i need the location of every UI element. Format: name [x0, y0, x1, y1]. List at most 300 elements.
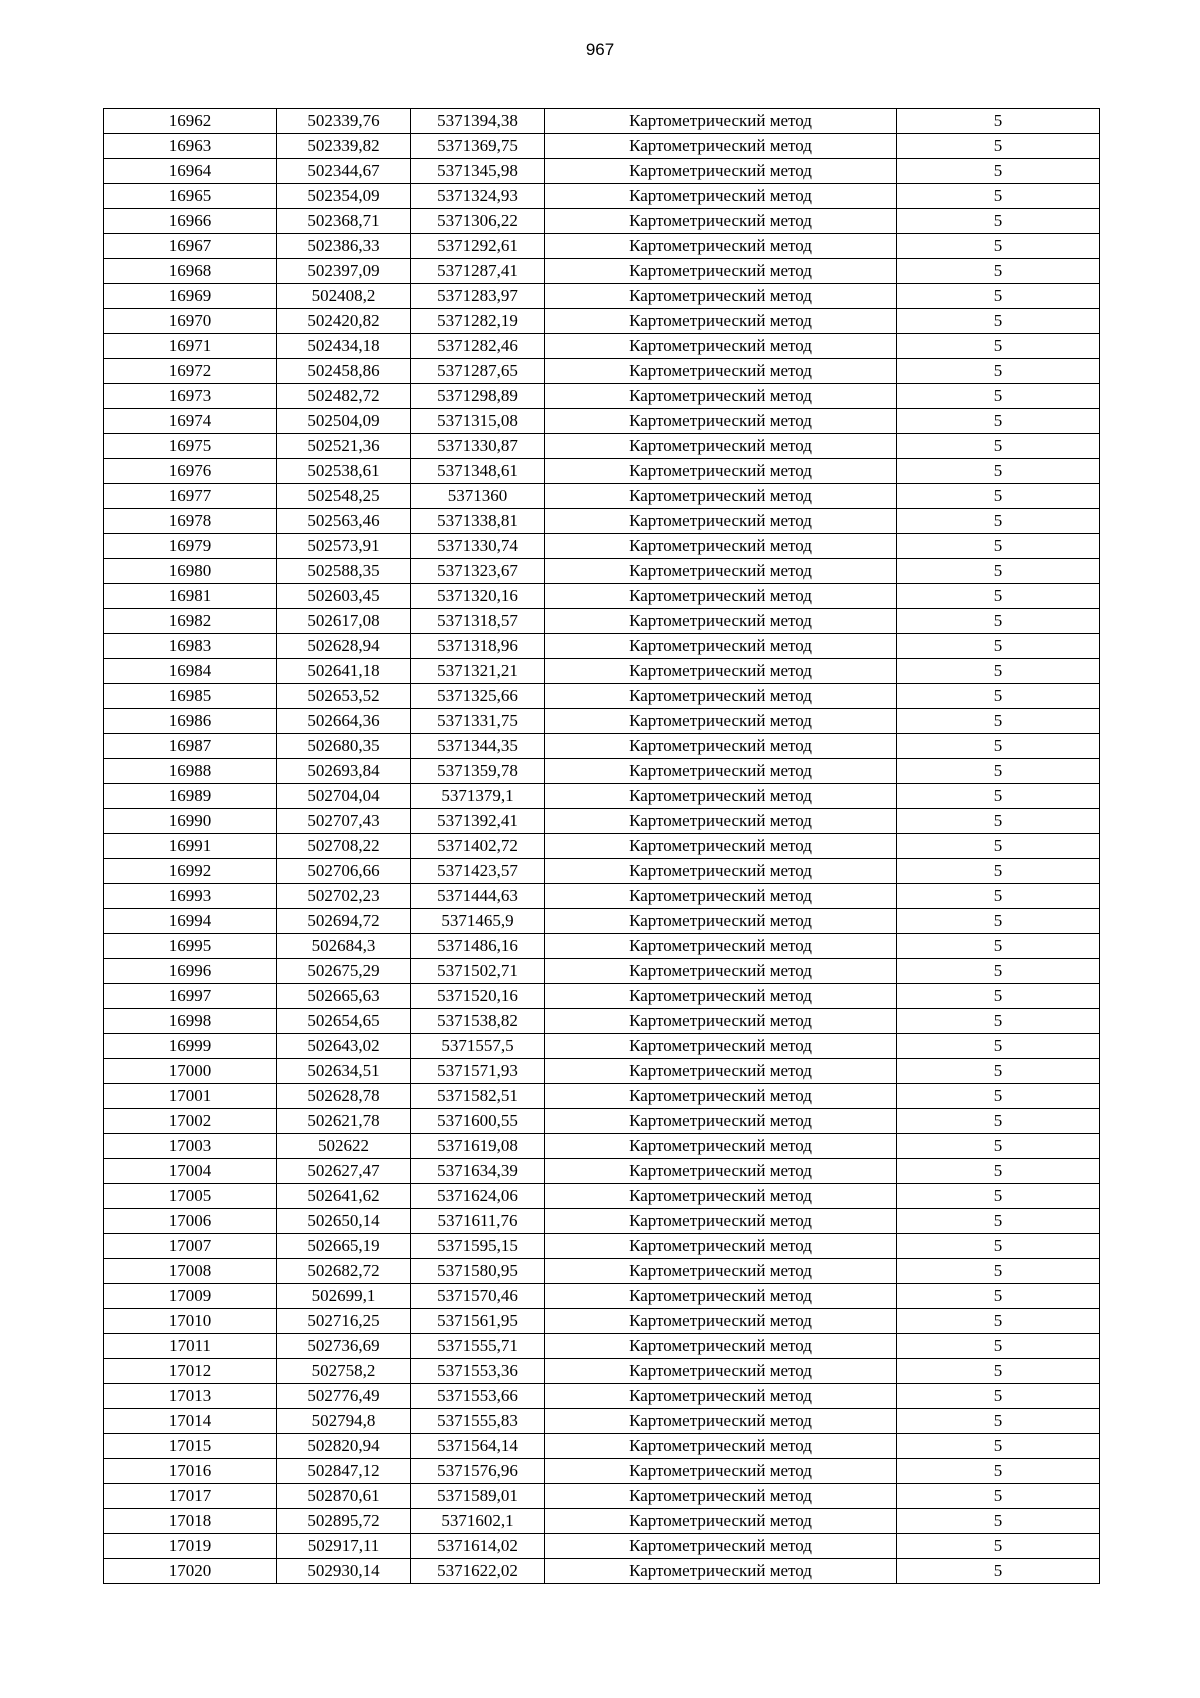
precision-cell: 5 [897, 484, 1100, 509]
point-number-cell: 16978 [104, 509, 277, 534]
table-row [104, 1459, 1100, 1484]
y-coordinate-cell: 5371324,93 [411, 184, 545, 209]
y-coordinate-cell: 5371325,66 [411, 684, 545, 709]
table-row [104, 1059, 1100, 1084]
precision-cell: 5 [897, 384, 1100, 409]
page-number: 967 [585, 40, 615, 59]
table-row [104, 1259, 1100, 1284]
table-row [104, 1309, 1100, 1334]
method-cell: Картометрический метод [545, 634, 897, 659]
x-coordinate-cell: 502716,25 [277, 1309, 411, 1334]
table-row [104, 459, 1100, 484]
point-number-cell: 17005 [104, 1184, 277, 1209]
precision-cell: 5 [897, 1059, 1100, 1084]
y-coordinate-cell: 5371348,61 [411, 459, 545, 484]
x-coordinate-cell: 502664,36 [277, 709, 411, 734]
y-coordinate-cell: 5371392,41 [411, 809, 545, 834]
method-cell: Картометрический метод [545, 1309, 897, 1334]
y-coordinate-cell: 5371553,36 [411, 1359, 545, 1384]
method-cell: Картометрический метод [545, 584, 897, 609]
x-coordinate-cell: 502847,12 [277, 1459, 411, 1484]
x-coordinate-cell: 502917,11 [277, 1534, 411, 1559]
point-number-cell: 17018 [104, 1509, 277, 1534]
x-coordinate-cell: 502339,82 [277, 134, 411, 159]
precision-cell: 5 [897, 659, 1100, 684]
coordinates-table [103, 108, 1100, 1584]
point-number-cell: 16991 [104, 834, 277, 859]
table-row [104, 859, 1100, 884]
point-number-cell: 16989 [104, 784, 277, 809]
y-coordinate-cell: 5371624,06 [411, 1184, 545, 1209]
y-coordinate-cell: 5371555,83 [411, 1409, 545, 1434]
precision-cell: 5 [897, 1159, 1100, 1184]
y-coordinate-cell: 5371423,57 [411, 859, 545, 884]
point-number-cell: 16976 [104, 459, 277, 484]
x-coordinate-cell: 502665,63 [277, 984, 411, 1009]
method-cell: Картометрический метод [545, 259, 897, 284]
x-coordinate-cell: 502344,67 [277, 159, 411, 184]
precision-cell: 5 [897, 559, 1100, 584]
x-coordinate-cell: 502458,86 [277, 359, 411, 384]
method-cell: Картометрический метод [545, 1559, 897, 1584]
point-number-cell: 16977 [104, 484, 277, 509]
precision-cell: 5 [897, 109, 1100, 134]
table-row [104, 609, 1100, 634]
point-number-cell: 17003 [104, 1134, 277, 1159]
precision-cell: 5 [897, 684, 1100, 709]
y-coordinate-cell: 5371538,82 [411, 1009, 545, 1034]
x-coordinate-cell: 502684,3 [277, 934, 411, 959]
precision-cell: 5 [897, 834, 1100, 859]
point-number-cell: 16984 [104, 659, 277, 684]
y-coordinate-cell: 5371619,08 [411, 1134, 545, 1159]
precision-cell: 5 [897, 459, 1100, 484]
point-number-cell: 16973 [104, 384, 277, 409]
method-cell: Картометрический метод [545, 509, 897, 534]
table-row [104, 1484, 1100, 1509]
point-number-cell: 17008 [104, 1259, 277, 1284]
point-number-cell: 17019 [104, 1534, 277, 1559]
table-row [104, 584, 1100, 609]
y-coordinate-cell: 5371580,95 [411, 1259, 545, 1284]
precision-cell: 5 [897, 1034, 1100, 1059]
y-coordinate-cell: 5371306,22 [411, 209, 545, 234]
precision-cell: 5 [897, 1109, 1100, 1134]
x-coordinate-cell: 502627,47 [277, 1159, 411, 1184]
precision-cell: 5 [897, 884, 1100, 909]
x-coordinate-cell: 502641,62 [277, 1184, 411, 1209]
table-row [104, 1359, 1100, 1384]
point-number-cell: 17011 [104, 1334, 277, 1359]
method-cell: Картометрический метод [545, 959, 897, 984]
point-number-cell: 16974 [104, 409, 277, 434]
method-cell: Картометрический метод [545, 834, 897, 859]
y-coordinate-cell: 5371582,51 [411, 1084, 545, 1109]
y-coordinate-cell: 5371600,55 [411, 1109, 545, 1134]
precision-cell: 5 [897, 234, 1100, 259]
x-coordinate-cell: 502702,23 [277, 884, 411, 909]
point-number-cell: 16998 [104, 1009, 277, 1034]
method-cell: Картометрический метод [545, 1334, 897, 1359]
table-row [104, 509, 1100, 534]
point-number-cell: 16975 [104, 434, 277, 459]
y-coordinate-cell: 5371298,89 [411, 384, 545, 409]
x-coordinate-cell: 502634,51 [277, 1059, 411, 1084]
precision-cell: 5 [897, 334, 1100, 359]
y-coordinate-cell: 5371602,1 [411, 1509, 545, 1534]
point-number-cell: 17017 [104, 1484, 277, 1509]
table-row [104, 684, 1100, 709]
x-coordinate-cell: 502758,2 [277, 1359, 411, 1384]
point-number-cell: 17001 [104, 1084, 277, 1109]
point-number-cell: 16982 [104, 609, 277, 634]
method-cell: Картометрический метод [545, 1409, 897, 1434]
precision-cell: 5 [897, 409, 1100, 434]
precision-cell: 5 [897, 909, 1100, 934]
x-coordinate-cell: 502794,8 [277, 1409, 411, 1434]
point-number-cell: 16981 [104, 584, 277, 609]
method-cell: Картометрический метод [545, 359, 897, 384]
y-coordinate-cell: 5371589,01 [411, 1484, 545, 1509]
y-coordinate-cell: 5371345,98 [411, 159, 545, 184]
y-coordinate-cell: 5371330,87 [411, 434, 545, 459]
method-cell: Картометрический метод [545, 1384, 897, 1409]
precision-cell: 5 [897, 134, 1100, 159]
point-number-cell: 16968 [104, 259, 277, 284]
x-coordinate-cell: 502694,72 [277, 909, 411, 934]
method-cell: Картометрический метод [545, 1259, 897, 1284]
method-cell: Картометрический метод [545, 484, 897, 509]
x-coordinate-cell: 502628,94 [277, 634, 411, 659]
point-number-cell: 16962 [104, 109, 277, 134]
x-coordinate-cell: 502930,14 [277, 1559, 411, 1584]
point-number-cell: 17004 [104, 1159, 277, 1184]
table-row [104, 1234, 1100, 1259]
x-coordinate-cell: 502548,25 [277, 484, 411, 509]
point-number-cell: 17020 [104, 1559, 277, 1584]
precision-cell: 5 [897, 1434, 1100, 1459]
method-cell: Картометрический метод [545, 1084, 897, 1109]
y-coordinate-cell: 5371282,46 [411, 334, 545, 359]
precision-cell: 5 [897, 359, 1100, 384]
table-row [104, 1384, 1100, 1409]
point-number-cell: 17000 [104, 1059, 277, 1084]
table-row [104, 184, 1100, 209]
method-cell: Картометрический метод [545, 884, 897, 909]
method-cell: Картометрический метод [545, 534, 897, 559]
y-coordinate-cell: 5371486,16 [411, 934, 545, 959]
method-cell: Картометрический метод [545, 1159, 897, 1184]
y-coordinate-cell: 5371561,95 [411, 1309, 545, 1334]
point-number-cell: 16999 [104, 1034, 277, 1059]
method-cell: Картометрический метод [545, 784, 897, 809]
table-row [104, 1084, 1100, 1109]
method-cell: Картометрический метод [545, 1184, 897, 1209]
table-row [104, 334, 1100, 359]
method-cell: Картометрический метод [545, 1059, 897, 1084]
point-number-cell: 17009 [104, 1284, 277, 1309]
precision-cell: 5 [897, 1084, 1100, 1109]
precision-cell: 5 [897, 759, 1100, 784]
point-number-cell: 16997 [104, 984, 277, 1009]
point-number-cell: 16966 [104, 209, 277, 234]
table-row [104, 1434, 1100, 1459]
y-coordinate-cell: 5371614,02 [411, 1534, 545, 1559]
coordinates-table-body [104, 109, 1100, 1584]
x-coordinate-cell: 502538,61 [277, 459, 411, 484]
y-coordinate-cell: 5371318,57 [411, 609, 545, 634]
point-number-cell: 16994 [104, 909, 277, 934]
method-cell: Картометрический метод [545, 559, 897, 584]
method-cell: Картометрический метод [545, 909, 897, 934]
point-number-cell: 16990 [104, 809, 277, 834]
point-number-cell: 17007 [104, 1234, 277, 1259]
y-coordinate-cell: 5371321,21 [411, 659, 545, 684]
y-coordinate-cell: 5371444,63 [411, 884, 545, 909]
method-cell: Картометрический метод [545, 384, 897, 409]
y-coordinate-cell: 5371553,66 [411, 1384, 545, 1409]
table-row [104, 109, 1100, 134]
precision-cell: 5 [897, 1184, 1100, 1209]
precision-cell: 5 [897, 734, 1100, 759]
method-cell: Картометрический метод [545, 709, 897, 734]
y-coordinate-cell: 5371318,96 [411, 634, 545, 659]
x-coordinate-cell: 502622 [277, 1134, 411, 1159]
x-coordinate-cell: 502521,36 [277, 434, 411, 459]
precision-cell: 5 [897, 784, 1100, 809]
point-number-cell: 16987 [104, 734, 277, 759]
point-number-cell: 16983 [104, 634, 277, 659]
precision-cell: 5 [897, 709, 1100, 734]
x-coordinate-cell: 502665,19 [277, 1234, 411, 1259]
table-row [104, 559, 1100, 584]
table-row [104, 1009, 1100, 1034]
point-number-cell: 16964 [104, 159, 277, 184]
point-number-cell: 17013 [104, 1384, 277, 1409]
point-number-cell: 16980 [104, 559, 277, 584]
table-row [104, 659, 1100, 684]
x-coordinate-cell: 502650,14 [277, 1209, 411, 1234]
table-row [104, 434, 1100, 459]
y-coordinate-cell: 5371502,71 [411, 959, 545, 984]
precision-cell: 5 [897, 1209, 1100, 1234]
precision-cell: 5 [897, 1484, 1100, 1509]
y-coordinate-cell: 5371292,61 [411, 234, 545, 259]
point-number-cell: 16969 [104, 284, 277, 309]
x-coordinate-cell: 502420,82 [277, 309, 411, 334]
method-cell: Картометрический метод [545, 234, 897, 259]
y-coordinate-cell: 5371634,39 [411, 1159, 545, 1184]
method-cell: Картометрический метод [545, 434, 897, 459]
point-number-cell: 16965 [104, 184, 277, 209]
x-coordinate-cell: 502573,91 [277, 534, 411, 559]
x-coordinate-cell: 502339,76 [277, 109, 411, 134]
table-row [104, 734, 1100, 759]
x-coordinate-cell: 502736,69 [277, 1334, 411, 1359]
method-cell: Картометрический метод [545, 934, 897, 959]
y-coordinate-cell: 5371520,16 [411, 984, 545, 1009]
table-row [104, 409, 1100, 434]
method-cell: Картометрический метод [545, 459, 897, 484]
x-coordinate-cell: 502654,65 [277, 1009, 411, 1034]
x-coordinate-cell: 502707,43 [277, 809, 411, 834]
table-row [104, 884, 1100, 909]
method-cell: Картометрический метод [545, 1434, 897, 1459]
point-number-cell: 16972 [104, 359, 277, 384]
precision-cell: 5 [897, 259, 1100, 284]
method-cell: Картометрический метод [545, 809, 897, 834]
method-cell: Картометрический метод [545, 859, 897, 884]
x-coordinate-cell: 502603,45 [277, 584, 411, 609]
precision-cell: 5 [897, 159, 1100, 184]
point-number-cell: 17015 [104, 1434, 277, 1459]
precision-cell: 5 [897, 1009, 1100, 1034]
table-row [104, 309, 1100, 334]
method-cell: Картометрический метод [545, 409, 897, 434]
x-coordinate-cell: 502621,78 [277, 1109, 411, 1134]
method-cell: Картометрический метод [545, 1134, 897, 1159]
precision-cell: 5 [897, 1259, 1100, 1284]
x-coordinate-cell: 502680,35 [277, 734, 411, 759]
precision-cell: 5 [897, 1334, 1100, 1359]
y-coordinate-cell: 5371287,65 [411, 359, 545, 384]
point-number-cell: 16986 [104, 709, 277, 734]
precision-cell: 5 [897, 584, 1100, 609]
y-coordinate-cell: 5371595,15 [411, 1234, 545, 1259]
point-number-cell: 17012 [104, 1359, 277, 1384]
y-coordinate-cell: 5371359,78 [411, 759, 545, 784]
precision-cell: 5 [897, 1284, 1100, 1309]
y-coordinate-cell: 5371338,81 [411, 509, 545, 534]
y-coordinate-cell: 5371287,41 [411, 259, 545, 284]
point-number-cell: 16988 [104, 759, 277, 784]
method-cell: Картометрический метод [545, 159, 897, 184]
table-row [104, 784, 1100, 809]
precision-cell: 5 [897, 209, 1100, 234]
x-coordinate-cell: 502588,35 [277, 559, 411, 584]
y-coordinate-cell: 5371282,19 [411, 309, 545, 334]
x-coordinate-cell: 502628,78 [277, 1084, 411, 1109]
x-coordinate-cell: 502643,02 [277, 1034, 411, 1059]
precision-cell: 5 [897, 809, 1100, 834]
y-coordinate-cell: 5371379,1 [411, 784, 545, 809]
x-coordinate-cell: 502653,52 [277, 684, 411, 709]
y-coordinate-cell: 5371555,71 [411, 1334, 545, 1359]
table-row [104, 1209, 1100, 1234]
method-cell: Картометрический метод [545, 1534, 897, 1559]
y-coordinate-cell: 5371557,5 [411, 1034, 545, 1059]
method-cell: Картометрический метод [545, 1209, 897, 1234]
point-number-cell: 16970 [104, 309, 277, 334]
method-cell: Картометрический метод [545, 1484, 897, 1509]
table-row [104, 934, 1100, 959]
y-coordinate-cell: 5371344,35 [411, 734, 545, 759]
precision-cell: 5 [897, 1534, 1100, 1559]
method-cell: Картометрический метод [545, 1009, 897, 1034]
point-number-cell: 17016 [104, 1459, 277, 1484]
table-row [104, 834, 1100, 859]
table-row [104, 284, 1100, 309]
precision-cell: 5 [897, 1559, 1100, 1584]
method-cell: Картометрический метод [545, 309, 897, 334]
x-coordinate-cell: 502693,84 [277, 759, 411, 784]
y-coordinate-cell: 5371320,16 [411, 584, 545, 609]
point-number-cell: 16967 [104, 234, 277, 259]
method-cell: Картометрический метод [545, 684, 897, 709]
method-cell: Картометрический метод [545, 984, 897, 1009]
precision-cell: 5 [897, 1234, 1100, 1259]
y-coordinate-cell: 5371394,38 [411, 109, 545, 134]
table-row [104, 134, 1100, 159]
precision-cell: 5 [897, 434, 1100, 459]
precision-cell: 5 [897, 1509, 1100, 1534]
precision-cell: 5 [897, 1384, 1100, 1409]
precision-cell: 5 [897, 284, 1100, 309]
table-row [104, 484, 1100, 509]
table-row [104, 909, 1100, 934]
table-row [104, 1034, 1100, 1059]
x-coordinate-cell: 502675,29 [277, 959, 411, 984]
table-row [104, 384, 1100, 409]
y-coordinate-cell: 5371315,08 [411, 409, 545, 434]
point-number-cell: 17014 [104, 1409, 277, 1434]
point-number-cell: 16993 [104, 884, 277, 909]
table-row [104, 234, 1100, 259]
method-cell: Картометрический метод [545, 334, 897, 359]
table-row [104, 1334, 1100, 1359]
x-coordinate-cell: 502641,18 [277, 659, 411, 684]
x-coordinate-cell: 502504,09 [277, 409, 411, 434]
x-coordinate-cell: 502699,1 [277, 1284, 411, 1309]
precision-cell: 5 [897, 634, 1100, 659]
method-cell: Картометрический метод [545, 659, 897, 684]
precision-cell: 5 [897, 1409, 1100, 1434]
table-row [104, 534, 1100, 559]
point-number-cell: 16992 [104, 859, 277, 884]
table-row [104, 1534, 1100, 1559]
precision-cell: 5 [897, 534, 1100, 559]
method-cell: Картометрический метод [545, 1509, 897, 1534]
precision-cell: 5 [897, 984, 1100, 1009]
precision-cell: 5 [897, 509, 1100, 534]
x-coordinate-cell: 502682,72 [277, 1259, 411, 1284]
y-coordinate-cell: 5371402,72 [411, 834, 545, 859]
point-number-cell: 16996 [104, 959, 277, 984]
y-coordinate-cell: 5371564,14 [411, 1434, 545, 1459]
x-coordinate-cell: 502895,72 [277, 1509, 411, 1534]
precision-cell: 5 [897, 1309, 1100, 1334]
y-coordinate-cell: 5371571,93 [411, 1059, 545, 1084]
x-coordinate-cell: 502408,2 [277, 284, 411, 309]
x-coordinate-cell: 502776,49 [277, 1384, 411, 1409]
table-row [104, 159, 1100, 184]
y-coordinate-cell: 5371570,46 [411, 1284, 545, 1309]
table-row [104, 359, 1100, 384]
precision-cell: 5 [897, 184, 1100, 209]
table-row [104, 1509, 1100, 1534]
x-coordinate-cell: 502368,71 [277, 209, 411, 234]
table-row [104, 1134, 1100, 1159]
table-row [104, 1159, 1100, 1184]
method-cell: Картометрический метод [545, 609, 897, 634]
x-coordinate-cell: 502397,09 [277, 259, 411, 284]
method-cell: Картометрический метод [545, 284, 897, 309]
table-row [104, 809, 1100, 834]
point-number-cell: 17006 [104, 1209, 277, 1234]
x-coordinate-cell: 502820,94 [277, 1434, 411, 1459]
table-row [104, 759, 1100, 784]
method-cell: Картометрический метод [545, 1459, 897, 1484]
